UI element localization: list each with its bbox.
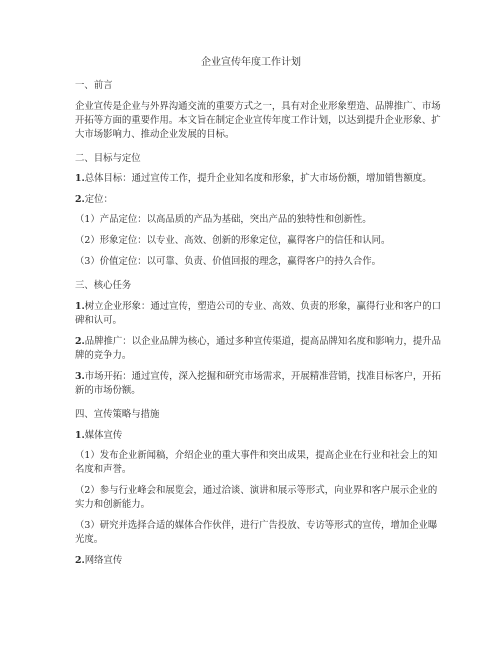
list-item [75,300,442,314]
section-heading-strategy: 四、宣传策略与措施 [75,409,160,420]
list-item [75,335,442,349]
sub-list-item: （3）价值定位：以可靠、负责、价值回报的理念，赢得客户的持久合作。 [75,256,381,267]
sub-list-item: （1）产品定位：以高品质的产品为基础，突出产品的独特性和创新性。 [75,214,372,225]
list-text: 树立企业形象：通过宣传，塑造公司的专业、高效、负责的形象，赢得行业和客户的口 [84,301,442,312]
section-heading-goals: 二、目标与定位 [75,153,141,164]
list-item [75,370,442,384]
sub-list-item: （3）研究并选择合适的媒体合作伙伴，进行广告投放、专访等形式的宣传，增加企业曝 [75,520,438,531]
list-number: 1. [75,173,85,184]
document-title: 企业宣传年度工作计划 [201,57,301,68]
section-heading-preface: 一、前言 [75,80,113,91]
list-text: 市场开拓：通过宣传，深入挖掘和研究市场需求，开展精准营销，找准目标客户，开拓 [84,371,442,382]
sub-list-item: （1）发布企业新闻稿，介绍企业的重大事件和突出成果，提高企业在行业和社会上的知 [75,450,438,461]
sub-list-item-continued: 光度。 [75,534,104,545]
list-text: 总体目标：通过宣传工作，提升企业知名度和形象，扩大市场份额，增加销售额度。 [84,173,432,184]
list-item-continued: 牌的竞争力。 [75,350,132,361]
paragraph-line: 企业宣传是企业与外界沟通交流的重要方式之一，具有对企业形象塑造、品牌推广、市场 [75,101,441,112]
list-number: 2. [75,194,85,205]
list-item [75,172,430,186]
sub-list-item-continued: 实力和创新能力。 [75,499,151,510]
paragraph-line: 开拓等方面的重要作用。本文旨在制定企业宣传年度工作计划，以达到提升企业形象、扩 [75,115,441,126]
list-number: 3. [75,371,85,382]
list-text: 媒体宣传 [84,430,123,441]
list-text: 品牌推广：以企业品牌为核心，通过多种宣传渠道，提高品牌知名度和影响力，提升品 [84,336,442,347]
list-text: 定位： [84,194,113,205]
list-number: 2. [75,555,85,566]
sub-list-item: （2）参与行业峰会和展览会，通过洽谈、演讲和展示等形式，向业界和客户展示企业的 [75,485,438,496]
list-number: 1. [75,430,85,441]
section-heading-core-tasks: 三、核心任务 [75,280,132,291]
paragraph-line: 大市场影响力、推动企业发展的目标。 [75,129,235,140]
sub-list-item: （2）形象定位：以专业、高效、创新的形象定位，赢得客户的信任和认同。 [75,235,391,246]
list-text: 网络宣传 [84,555,123,566]
list-number: 2. [75,336,85,347]
list-item-continued: 新的市场份额。 [75,385,141,396]
list-item [75,193,430,207]
list-item-continued: 碑和认可。 [75,315,122,326]
sub-list-item-continued: 名度和声誉。 [75,464,132,475]
list-item [75,554,430,568]
list-number: 1. [75,301,85,312]
list-item [75,429,430,443]
